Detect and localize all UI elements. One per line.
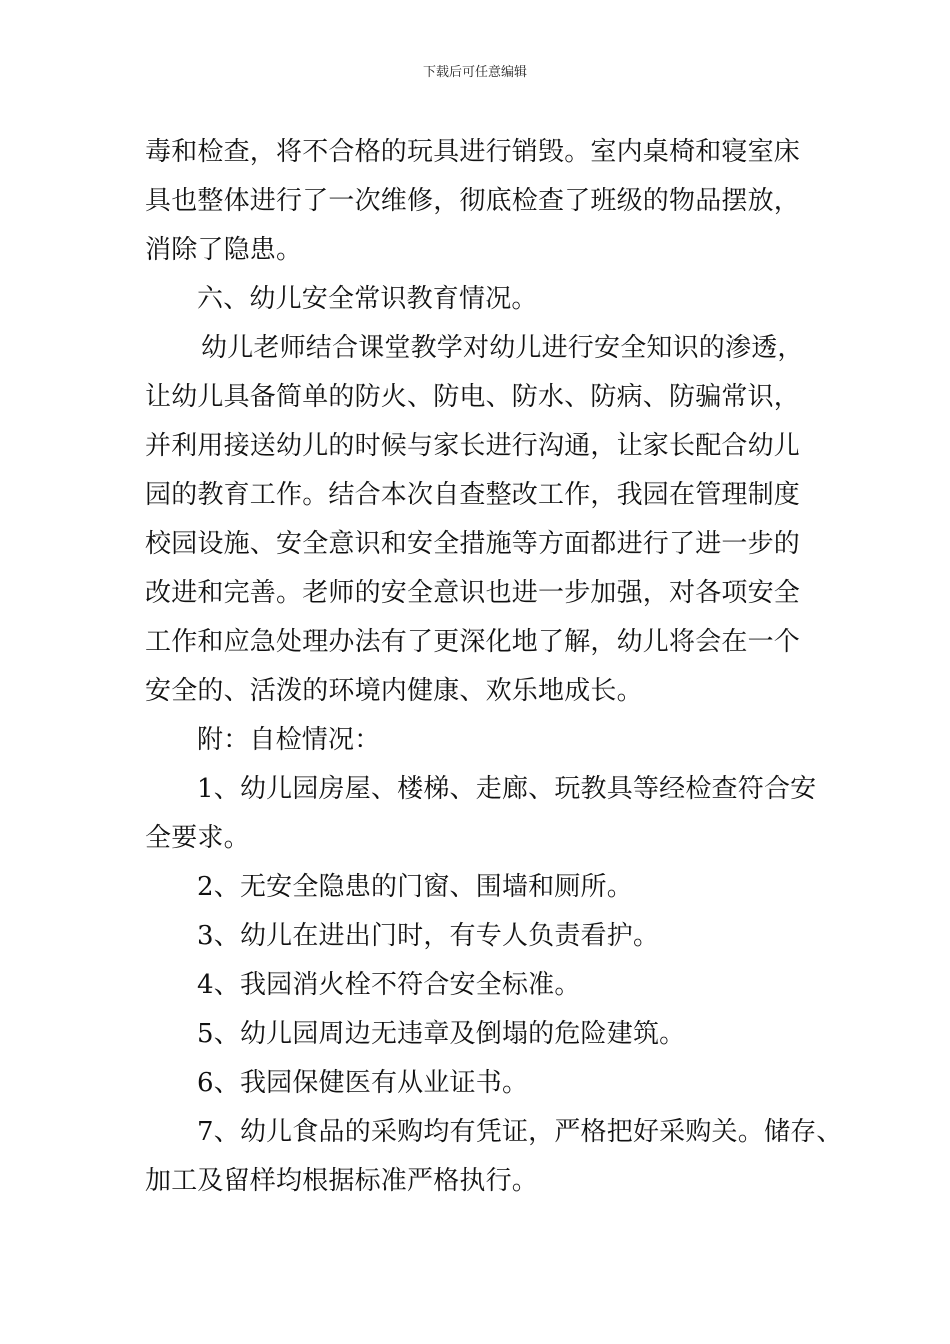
check-item: 6、我园保健医有从业证书。 <box>197 1068 529 1098</box>
appendix-heading: 附：自检情况： <box>197 725 381 755</box>
text-line: 让幼儿具备简单的防火、防电、防水、防病、防骗常识， <box>145 382 801 412</box>
text-line: 安全的、活泼的环境内健康、欢乐地成长。 <box>145 676 643 706</box>
check-item-continuation: 全要求。 <box>145 823 250 853</box>
check-item: 2、无安全隐患的门窗、围墙和厕所。 <box>197 872 633 902</box>
text-line: 具也整体进行了一次维修，彻底检查了班级的物品摆放， <box>145 186 801 216</box>
document-body <box>145 128 843 1206</box>
check-item: 3、幼儿在进出门时，有专人负责看护。 <box>197 921 660 951</box>
text-line: 园的教育工作。结合本次自查整改工作，我园在管理制度 <box>145 480 801 510</box>
page-header: 下载后可任意编辑 <box>422 65 527 80</box>
paragraph-start-line: 幼儿老师结合课堂教学对幼儿进行安全知识的渗透， <box>201 333 804 363</box>
check-item: 1、幼儿园房屋、楼梯、走廊、玩教具等经检查符合安 <box>197 774 817 804</box>
text-line: 并利用接送幼儿的时候与家长进行沟通，让家长配合幼儿 <box>145 431 801 461</box>
text-line: 改进和完善。老师的安全意识也进一步加强，对各项安全 <box>145 578 801 608</box>
check-item: 7、幼儿食品的采购均有凭证，严格把好采购关。储存、 <box>197 1117 843 1147</box>
section-heading: 六、幼儿安全常识教育情况。 <box>197 284 538 314</box>
check-item: 5、幼儿园周边无违章及倒塌的危险建筑。 <box>197 1019 686 1049</box>
check-item: 4、我园消火栓不符合安全标准。 <box>197 970 581 1000</box>
text-line: 工作和应急处理办法有了更深化地了解，幼儿将会在一个 <box>145 627 801 657</box>
text-line: 消除了隐患。 <box>145 235 303 265</box>
text-line: 校园设施、安全意识和安全措施等方面都进行了进一步的 <box>145 529 801 559</box>
text-line: 毒和检查，将不合格的玩具进行销毁。室内桌椅和寝室床 <box>145 137 801 167</box>
check-item-continuation: 加工及留样均根据标准严格执行。 <box>145 1166 539 1196</box>
